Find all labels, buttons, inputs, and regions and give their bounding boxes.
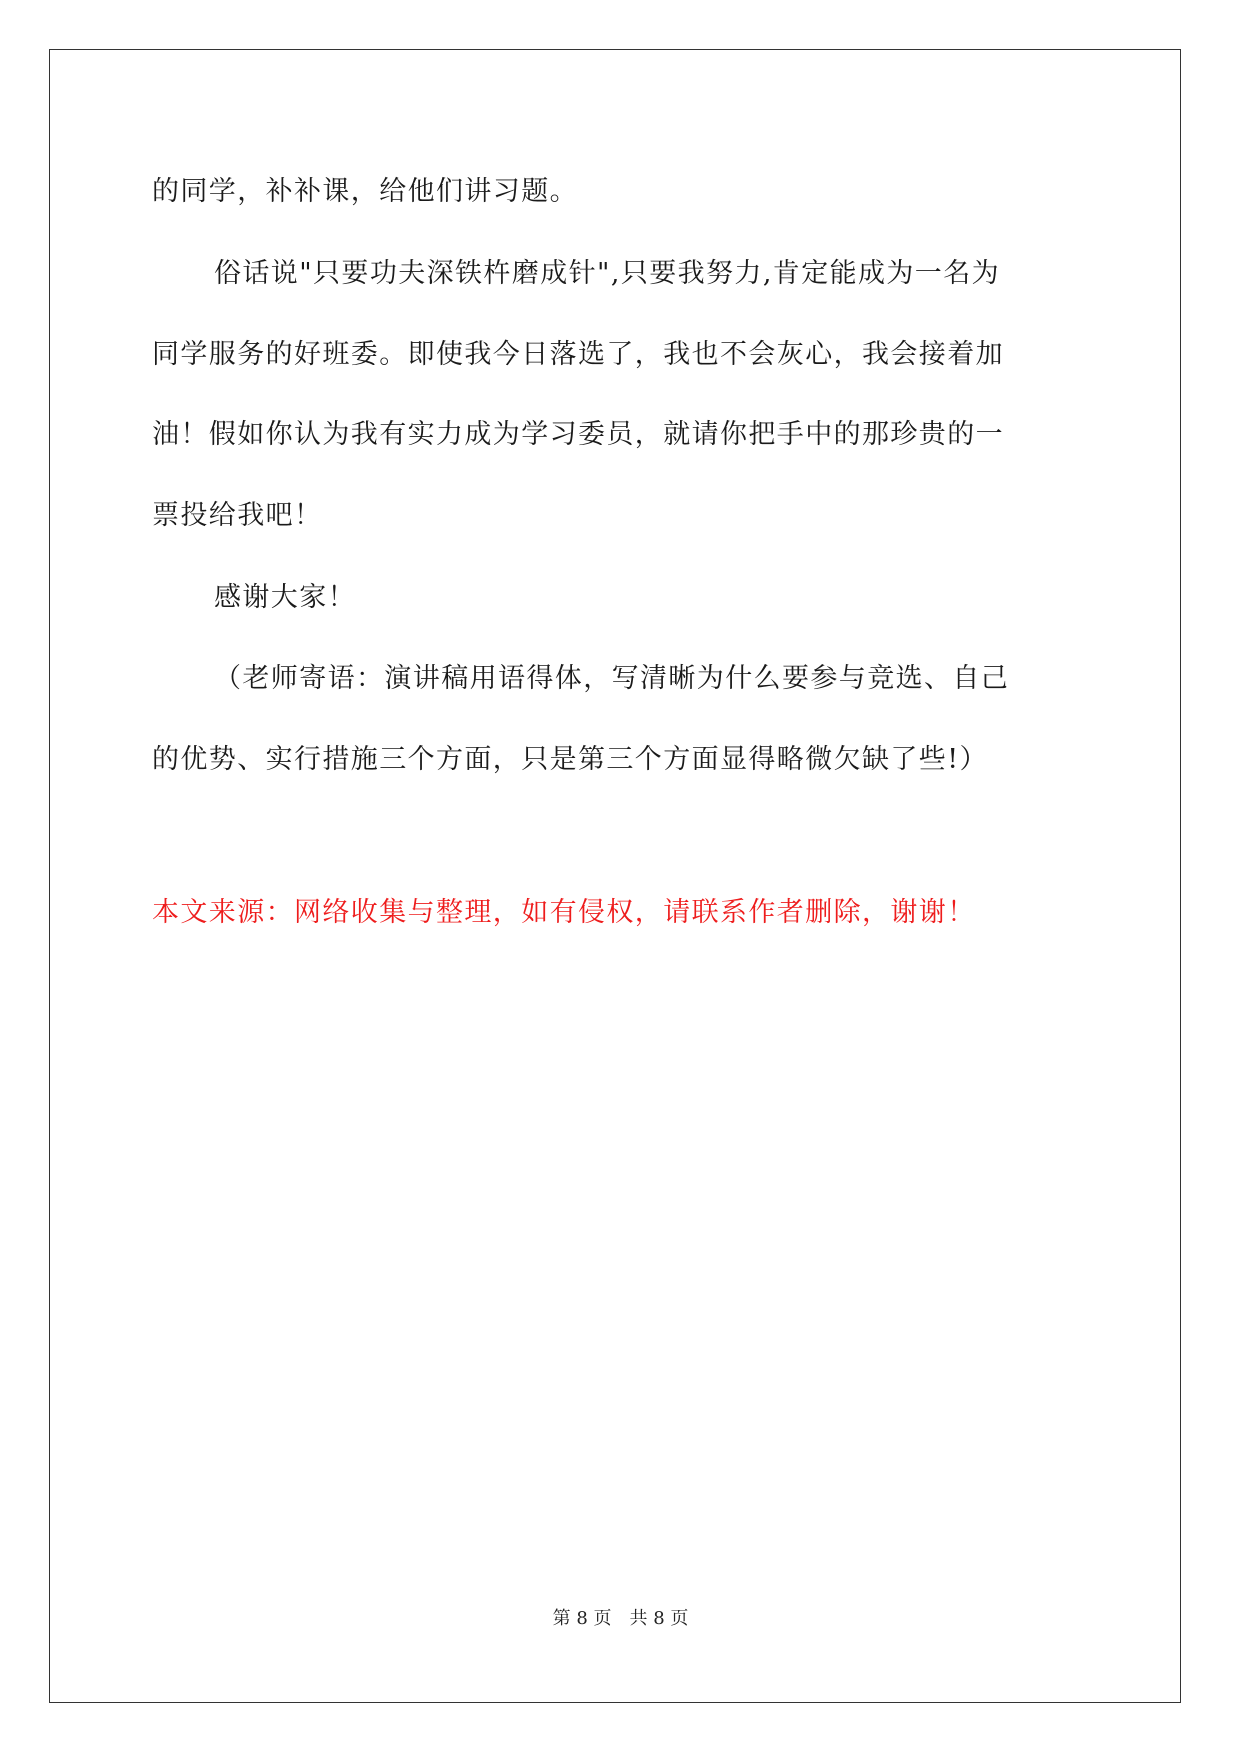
- paragraph-line: 同学服务的好班委。即使我今日落选了，我也不会灰心，我会接着加: [152, 339, 1004, 370]
- paragraph-line: （老师寄语：演讲稿用语得体，写清晰为什么要参与竞选、自己: [214, 663, 1010, 694]
- page-border: [49, 49, 1181, 1703]
- paragraph-line: 油！假如你认为我有实力成为学习委员，就请你把手中的那珍贵的一: [152, 419, 1004, 450]
- paragraph-line: 的优势、实行措施三个方面，只是第三个方面显得略微欠缺了些!）: [152, 744, 988, 775]
- paragraph-line: 的同学，补补课，给他们讲习题。: [152, 176, 578, 207]
- paragraph-line: 票投给我吧！: [152, 500, 323, 531]
- paragraph-line: 俗话说"只要功夫深铁杵磨成针",只要我努力,肯定能成为一名为: [214, 258, 1001, 289]
- source-notice: 本文来源：网络收集与整理，如有侵权，请联系作者删除，谢谢！: [152, 897, 976, 928]
- page-number: 第 8 页 共 8 页: [552, 1608, 689, 1629]
- paragraph-line: 感谢大家！: [214, 582, 356, 613]
